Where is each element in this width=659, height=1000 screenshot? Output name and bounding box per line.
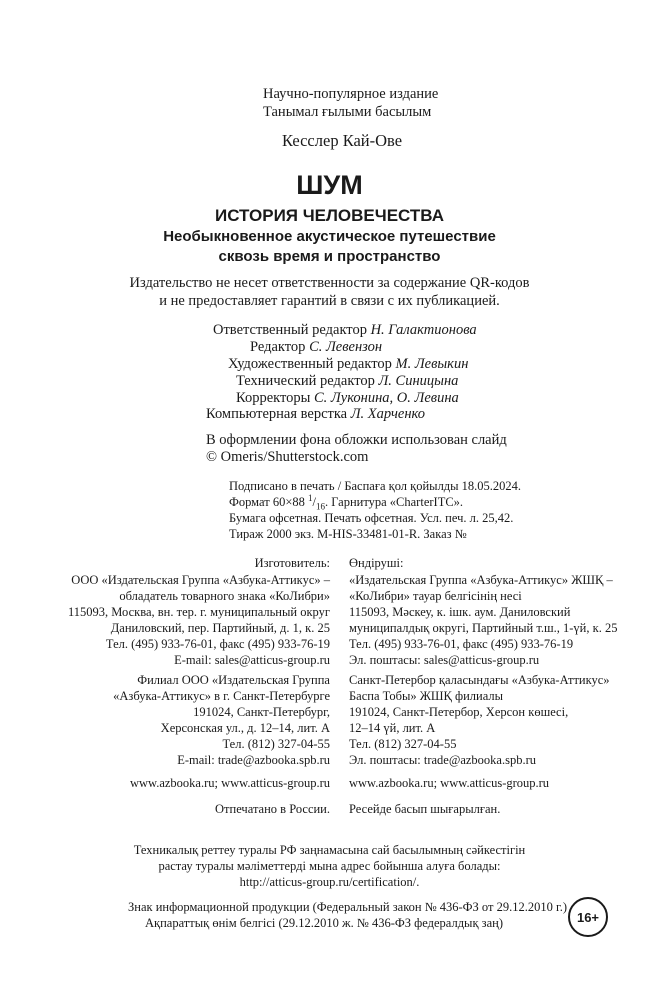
credit-name: М. Левыкин <box>395 356 469 372</box>
certification-url: http://atticus-group.ru/certification/. <box>239 875 420 889</box>
age-rating-badge: 16+ <box>568 897 608 937</box>
credit-role: Художественный редактор <box>228 356 392 372</box>
credit-role: Технический редактор <box>236 373 375 389</box>
manufacturer-kz-heading: Өндіруші: <box>349 556 404 570</box>
manufacturer-ru-line: обладатель товарного знака «КоЛибри» <box>119 589 330 603</box>
credit-row <box>213 322 477 339</box>
manufacturer-ru-heading: Изготовитель: <box>254 556 330 570</box>
branch-ru-line: Филиал ООО «Издательская Группа <box>137 673 330 687</box>
cover-note-line-2: © Omeris/Shutterstock.com <box>206 449 369 465</box>
credit-name: С. Луконина, О. Левина <box>314 390 459 406</box>
branch-ru-line: 191024, Санкт-Петербург, <box>193 705 330 719</box>
manufacturer-kz-line: муниципалдық округі, Партийный т.ш., 1-үй, к. 25 <box>349 621 618 635</box>
manufacturer-kz-line: «Издательская Группа «Азбука-Аттикус» ЖШҚ – <box>349 573 613 587</box>
website-ru: www.azbooka.ru; www.atticus-group.ru <box>129 776 330 790</box>
printed-in-ru: Отпечатано в России. <box>215 802 330 816</box>
print-signed: Подписано в печать / Баспаға қол қойылды 18.05.2024. <box>229 479 522 493</box>
credit-row <box>236 373 458 390</box>
branch-kz-line: Эл. поштасы: trade@azbooka.spb.ru <box>349 753 537 767</box>
credit-row <box>236 390 459 407</box>
cover-note-line-1: В оформлении фона обложки использован слайд <box>206 432 507 448</box>
branch-ru-line: E-mail: trade@azbooka.spb.ru <box>177 753 330 767</box>
manufacturer-ru-line: Даниловский, пер. Партийный, д. 1, к. 25 <box>110 621 330 635</box>
credit-row <box>228 356 468 373</box>
book-subtitle: ИСТОРИЯ ЧЕЛОВЕЧЕСТВА <box>214 206 445 225</box>
branch-kz-line: 191024, Санкт-Петербор, Херсон көшесі, <box>349 705 569 719</box>
branch-kz-line: 12–14 үй, лит. А <box>349 721 436 735</box>
credit-role: Редактор <box>250 339 306 355</box>
print-paper: Бумага офсетная. Печать офсетная. Усл. печ. л. 25,42. <box>229 511 514 525</box>
print-run: Тираж 2000 экз. M-HIS-33481-01-R. Заказ № <box>229 527 467 541</box>
manufacturer-kz-line: 115093, Мәскеу, к. ішк. аум. Даниловский <box>349 605 571 619</box>
branch-ru-line: «Азбука-Аттикус» в г. Санкт-Петербурге <box>113 689 330 703</box>
branch-ru-line: Херсонская ул., д. 12–14, лит. А <box>160 721 330 735</box>
credit-name: Н. Галактионова <box>370 322 477 338</box>
branch-kz-line: Санкт-Петербор қаласындағы «Азбука-Аттикус» <box>349 673 610 687</box>
book-tagline-2: сквозь время и пространство <box>218 248 441 265</box>
credit-name: Л. Харченко <box>350 406 425 422</box>
info-sign-kz: Ақпараттық өнім белгісі (29.12.2010 ж. № 436-ФЗ федералдық заң) <box>145 916 503 930</box>
credit-name: С. Левензон <box>309 339 383 355</box>
branch-ru-line: Тел. (812) 327-04-55 <box>222 737 330 751</box>
credit-role: Корректоры <box>236 390 311 406</box>
info-sign-ru: Знак информационной продукции (Федеральный закон № 436-ФЗ от 29.12.2010 г.) <box>128 900 567 914</box>
credit-name: Л. Синицына <box>378 373 459 389</box>
manufacturer-kz-line: «КоЛибри» тауар белгісінің несі <box>349 589 522 603</box>
disclaimer-line-2: и не предоставляет гарантий в связи с их публикацией. <box>159 293 500 309</box>
printed-in-kz: Ресейде басып шығарылған. <box>349 802 501 816</box>
credit-role: Ответственный редактор <box>213 322 367 338</box>
manufacturer-ru-line: Тел. (495) 933-76-01, факс (495) 933-76-19 <box>105 637 330 651</box>
certification-line-2: растау туралы мәліметтерді мына адрес бойынша алуға болады: <box>158 859 501 873</box>
author: Кесслер Кай-Ове <box>282 131 403 150</box>
branch-kz-line: Тел. (812) 327-04-55 <box>349 737 457 751</box>
edition-kz: Танымал ғылыми басылым <box>263 104 432 120</box>
book-title: ШУМ <box>296 170 363 200</box>
manufacturer-ru-line: ООО «Издательская Группа «Азбука-Аттикус» – <box>71 573 330 587</box>
manufacturer-kz-line: Тел. (495) 933-76-01, факс (495) 933-76-19 <box>349 637 574 651</box>
edition-ru: Научно-популярное издание <box>263 86 439 102</box>
manufacturer-ru-line: E-mail: sales@atticus-group.ru <box>174 653 330 667</box>
manufacturer-kz-line: Эл. поштасы: sales@atticus-group.ru <box>349 653 540 667</box>
credit-role: Компьютерная верстка <box>206 406 348 422</box>
manufacturer-ru-line: 115093, Москва, вн. тер. г. муниципальный округ <box>67 605 330 619</box>
credit-row <box>206 406 425 423</box>
certification-line-1: Техникалық реттеу туралы РФ заңнамасына сай басылымның сәйкестігін <box>133 843 526 857</box>
print-format: Формат 60×88 $^1/_{16}$. Гарнитура «CharterITC». <box>229 492 464 512</box>
disclaimer-line-1: Издательство не несет ответственности за содержание QR-кодов <box>129 275 530 291</box>
website-kz: www.azbooka.ru; www.atticus-group.ru <box>349 776 550 790</box>
credit-row <box>250 339 382 356</box>
branch-kz-line: Баспа Тобы» ЖШҚ филиалы <box>349 689 503 703</box>
book-tagline-1: Необыкновенное акустическое путешествие <box>163 228 496 245</box>
